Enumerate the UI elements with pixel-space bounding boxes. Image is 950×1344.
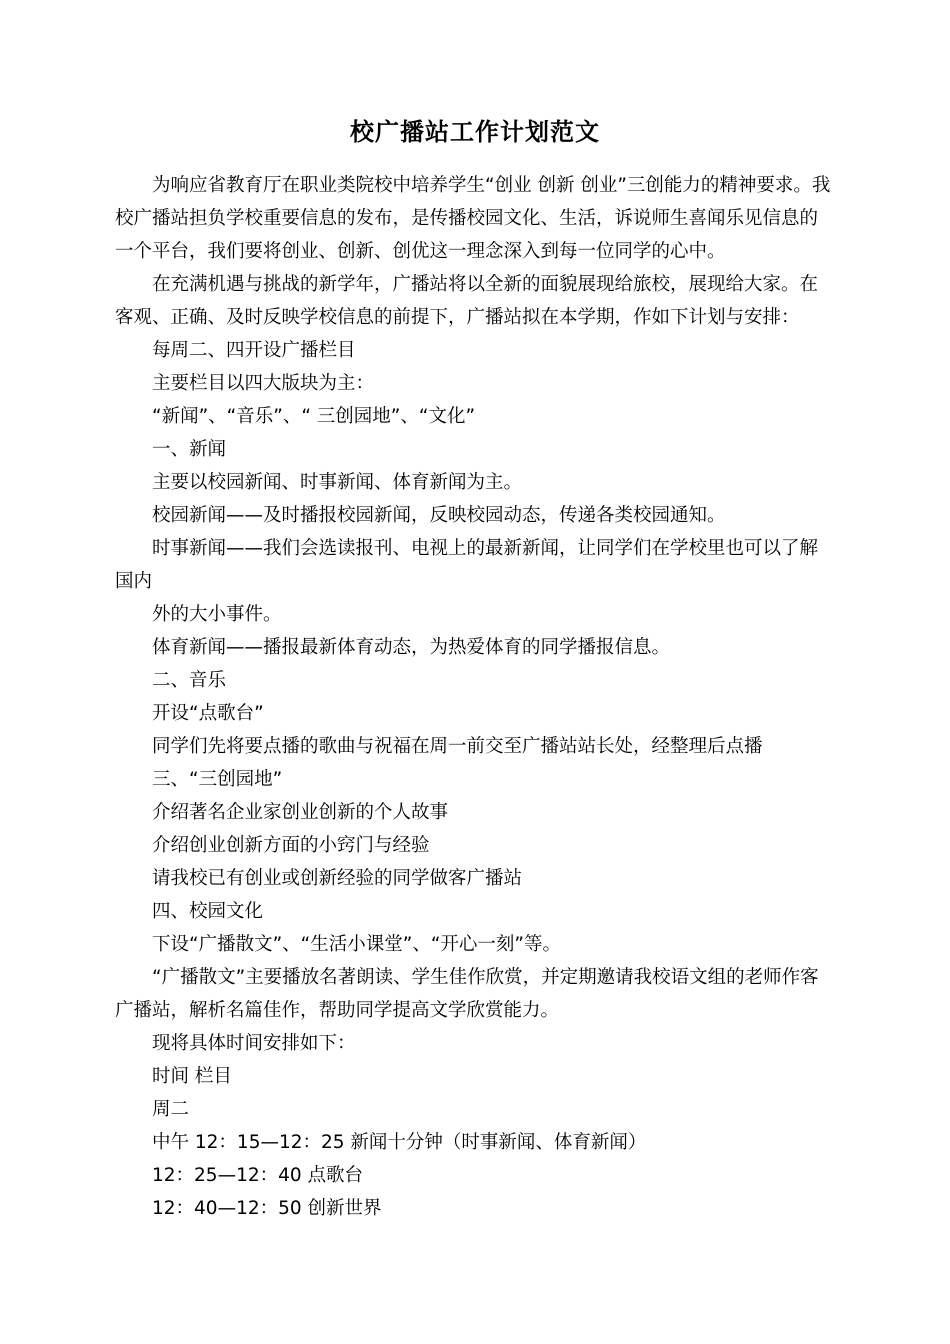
broadcast-prose-paragraph: “广播散文”主要播放名著朗读、学生佳作欣赏，并定期邀请我校语文组的老师作客广播站，解析名篇佳作，帮助同学提高文学欣赏能力。 bbox=[115, 967, 819, 1021]
section-list-line: “新闻”、“音乐”、“ 三创园地”、“文化” bbox=[152, 406, 476, 427]
heading-music: 二、音乐 bbox=[152, 670, 227, 691]
heading-news: 一、新闻 bbox=[152, 439, 227, 460]
schedule-days-line: 每周二、四开设广播栏目 bbox=[152, 340, 356, 361]
heading-three-creation: 三、“三创园地” bbox=[152, 769, 283, 790]
guest-students-line: 请我校已有创业或创新经验的同学做客广播站 bbox=[152, 868, 523, 889]
schedule-slot-1: 中午 12：15—12：25 新闻十分钟（时事新闻、体育新闻） bbox=[152, 1132, 647, 1153]
schedule-day-tuesday: 周二 bbox=[152, 1099, 190, 1120]
entrepreneur-stories-line: 介绍著名企业家创业创新的个人故事 bbox=[152, 802, 449, 823]
tips-line: 介绍创业创新方面的小窍门与经验 bbox=[152, 835, 430, 856]
song-request-detail-line: 同学们先将要点播的歌曲与祝福在周一前交至广播站站长处，经整理后点播 bbox=[152, 736, 763, 757]
document-body bbox=[115, 169, 835, 1225]
campus-news-line: 校园新闻——及时播报校园新闻，反映校园动态，传递各类校园通知。 bbox=[152, 505, 726, 526]
new-term-paragraph: 在充满机遇与挑战的新学年，广播站将以全新的面貌展现给旅校，展现给大家。在客观、正确、及时反映学校信息的前提下，广播站拟在本学期，作如下计划与安排： bbox=[115, 274, 819, 328]
culture-subsections-line: 下设“广播散文”、“生活小课堂”、“开心一刻”等。 bbox=[152, 934, 562, 955]
schedule-slot-2: 12：25—12：40 点歌台 bbox=[152, 1165, 364, 1186]
main-sections-line: 主要栏目以四大版块为主： bbox=[152, 373, 375, 394]
song-request-line: 开设“点歌台” bbox=[152, 703, 264, 724]
intro-paragraph: 为响应省教育厅在职业类院校中培养学生“创业 创新 创业”三创能力的精神要求。我校广播站担负学校重要信息的发布，是传播校园文化、生活，诉说师生喜闻乐见信息的一个平台，我们要将创业、创新、创优这一理念深入到每一位同学的心中。 bbox=[115, 175, 831, 262]
news-summary-line: 主要以校园新闻、时事新闻、体育新闻为主。 bbox=[152, 472, 523, 493]
current-news-paragraph: 时事新闻——我们会选读报刊、电视上的最新新闻，让同学们在学校里也可以了解国内 bbox=[115, 538, 819, 592]
schedule-intro-line: 现将具体时间安排如下： bbox=[152, 1033, 356, 1054]
heading-campus-culture: 四、校园文化 bbox=[152, 901, 264, 922]
schedule-slot-3: 12：40—12：50 创新世界 bbox=[152, 1198, 382, 1219]
current-news-continuation: 外的大小事件。 bbox=[152, 604, 282, 625]
schedule-header-line: 时间 栏目 bbox=[152, 1066, 232, 1087]
document-title: 校广播站工作计划范文 bbox=[350, 118, 600, 146]
sports-news-line: 体育新闻——播报最新体育动态，为热爱体育的同学播报信息。 bbox=[152, 637, 671, 658]
